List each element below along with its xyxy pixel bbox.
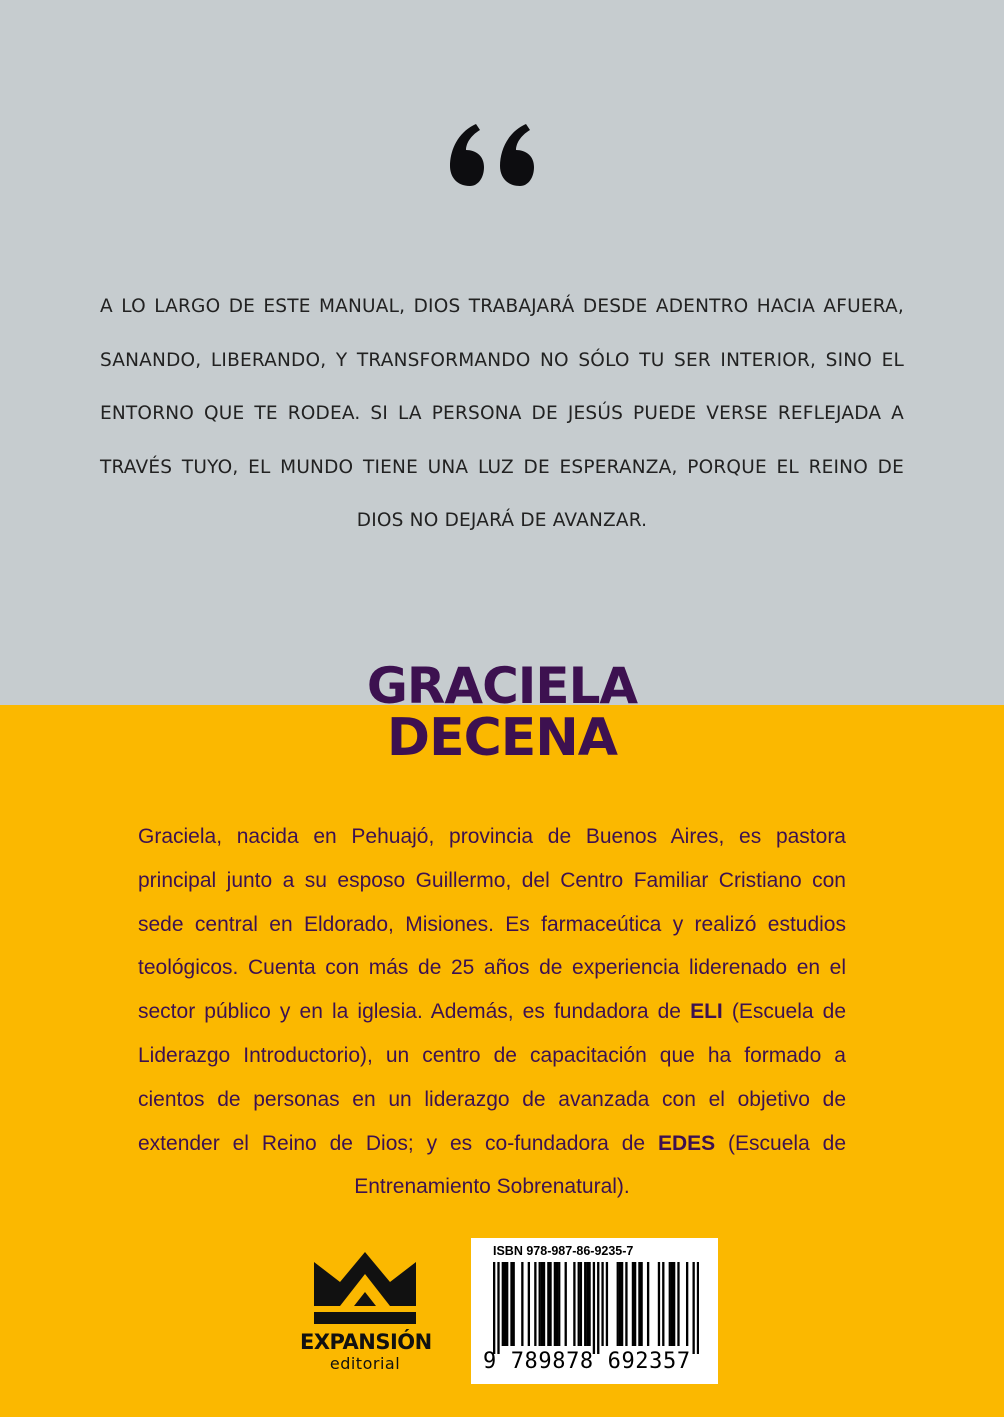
barcode-bar xyxy=(521,1262,523,1346)
bio-text-2: (Escuela de Liderazgo Introductorio), un centro de capacitación que ha formado a cientos de personas en un liderazgo de avanzada con el objetivo de extender el Reino de Dios; y es co-fundadora de xyxy=(138,1000,846,1155)
barcode-bar xyxy=(504,1262,506,1346)
barcode-bar xyxy=(669,1262,671,1346)
barcode-bar xyxy=(549,1262,551,1346)
author-first-name: GRACIELA xyxy=(366,657,638,715)
barcode-bar xyxy=(510,1262,512,1346)
publisher-subtitle: editorial xyxy=(329,1354,401,1373)
author-last-name: DECENA xyxy=(386,708,618,768)
barcode-bar xyxy=(673,1262,675,1346)
barcode-bar xyxy=(556,1262,558,1346)
barcode-bars xyxy=(493,1262,699,1354)
barcode-bar xyxy=(601,1262,603,1346)
barcode-bar xyxy=(586,1262,588,1346)
barcode-bar xyxy=(640,1262,642,1346)
barcode-bar xyxy=(677,1262,679,1346)
quotation-mark-icon xyxy=(448,122,538,186)
barcode-bar xyxy=(619,1262,621,1346)
barcode-bar xyxy=(578,1262,580,1346)
barcode-bar xyxy=(638,1262,640,1346)
barcode-bar xyxy=(547,1262,549,1346)
publisher-logo xyxy=(300,1248,430,1378)
barcode-bar xyxy=(634,1262,636,1346)
barcode-bar xyxy=(528,1262,530,1346)
barcode-bar xyxy=(493,1262,495,1354)
bio-eli: ELI xyxy=(690,1000,723,1024)
barcode-bar xyxy=(543,1262,545,1346)
barcode-bar xyxy=(584,1262,586,1346)
barcode-bar xyxy=(658,1262,660,1346)
barcode xyxy=(471,1238,718,1384)
barcode-bar xyxy=(539,1262,541,1346)
barcode-bar xyxy=(686,1262,688,1346)
bio-text-1: Graciela, nacida en Pehuajó, provincia de Buenos Aires, es pastora principal junto a su esposo Guillermo, del Centro Familiar Cristiano con sede central en Eldorado, Misiones. Es farmaceútica y realizó estudios teológicos. Cuenta con más de 25 años de experiencia liderenado en el sector público y en la iglesia. Además, es fundadora de xyxy=(138,825,846,1024)
barcode-bar xyxy=(647,1262,649,1346)
barcode-bar xyxy=(588,1262,590,1346)
barcode-bar xyxy=(573,1262,575,1346)
barcode-digits: 9 789878 692357 xyxy=(483,1349,691,1374)
barcode-bar xyxy=(597,1262,599,1354)
barcode-bar xyxy=(513,1262,515,1346)
author-bio xyxy=(138,815,846,1209)
bio-edes: EDES xyxy=(657,1131,716,1155)
barcode-bar xyxy=(497,1262,499,1354)
barcode-bar xyxy=(558,1262,560,1346)
barcode-bar xyxy=(565,1262,567,1346)
barcode-bar xyxy=(692,1262,694,1354)
quote-text: A LO LARGO DE ESTE MANUAL, DIOS TRABAJARÁ DESDE ADENTRO HACIA AFUERA, SANANDO, LIBERANDO, Y TRANSFORMANDO NO SÓLO TU SER INTERIOR, SINO EL ENTORNO QUE TE RODEA. SI LA PERSONA DE JESÚS PUEDE VERSE REFLEJADA A TRAVÉS TUYO, EL MUNDO TIENE UNA LUZ DE ESPERANZA, PORQUE EL REINO DE DIOS NO DEJARÁ DE AVANZAR. xyxy=(100,296,904,531)
barcode-bar xyxy=(697,1262,699,1354)
barcode-bar xyxy=(671,1262,673,1346)
barcode-bar xyxy=(502,1262,504,1346)
barcode-bar xyxy=(506,1262,508,1346)
barcode-bar xyxy=(593,1262,595,1354)
publisher-name: EXPANSIÓN xyxy=(300,1330,432,1354)
barcode-bar xyxy=(632,1262,634,1346)
barcode-bar xyxy=(541,1262,543,1346)
barcode-bar xyxy=(621,1262,623,1346)
barcode-bar xyxy=(625,1262,627,1346)
barcode-bar xyxy=(662,1262,664,1346)
bio-text-3: (Escuela de Entrenamiento Sobrenatural). xyxy=(354,1131,847,1199)
barcode-bar xyxy=(606,1262,608,1346)
crown-logo-icon xyxy=(310,1248,420,1328)
barcode-bar xyxy=(534,1262,536,1346)
barcode-bar xyxy=(580,1262,582,1346)
isbn-label: ISBN 978-987-86-9235-7 xyxy=(493,1244,634,1258)
barcode-bar xyxy=(554,1262,556,1346)
barcode-bar xyxy=(617,1262,619,1346)
